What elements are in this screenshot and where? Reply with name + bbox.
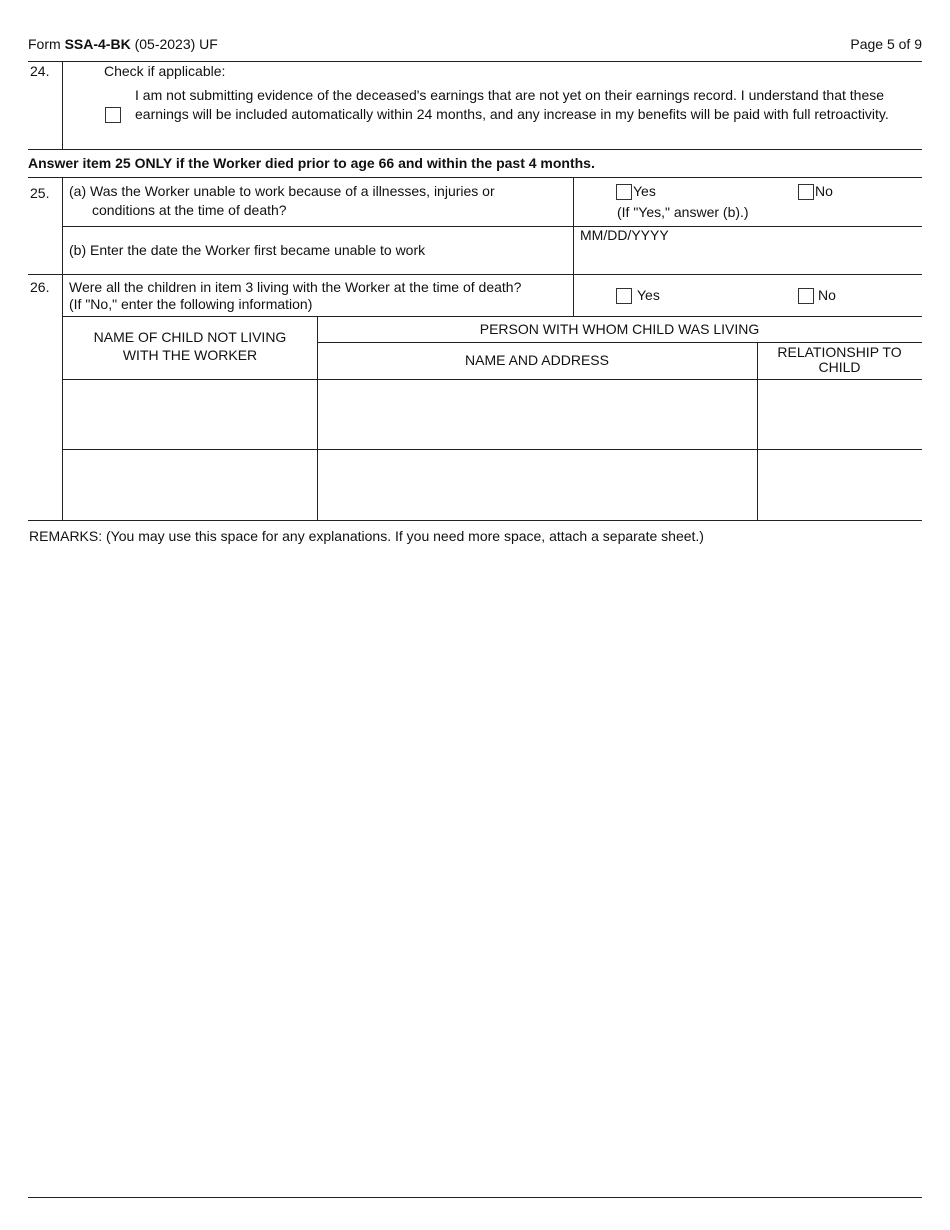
item-number-column-rule-26 — [62, 274, 63, 520]
form-prefix: Form — [28, 36, 61, 52]
divider-25a-25b — [62, 226, 922, 227]
item25b-date-format: MM/DD/YYYY — [580, 227, 669, 243]
item26-yes-label: Yes — [637, 287, 660, 303]
item25b-date-input[interactable] — [578, 246, 922, 272]
table-group-header-rule — [317, 342, 922, 343]
item25-instruction: Answer item 25 ONLY if the Worker died prior to age 66 and within the past 4 months. — [28, 155, 595, 171]
table-row1-bottom-rule — [62, 449, 922, 450]
table-header-name-address: NAME AND ADDRESS — [465, 352, 609, 368]
item25-number: 25. — [30, 185, 50, 201]
item24-title: Check if applicable: — [104, 63, 226, 79]
row1-relationship-input[interactable] — [761, 383, 923, 447]
row1-name-address-input[interactable] — [321, 383, 757, 447]
divider-after-24 — [28, 149, 922, 150]
item25a-no-checkbox[interactable] — [798, 184, 814, 200]
item25a-yes-label: Yes — [633, 183, 656, 199]
divider-after-note — [28, 177, 922, 178]
table-header-relationship: RELATIONSHIP TO CHILD — [777, 344, 902, 375]
divider-after-25 — [28, 274, 922, 275]
item26-yes-checkbox[interactable] — [616, 288, 632, 304]
table-row2-bottom-rule — [28, 520, 922, 521]
item-number-column-rule — [62, 61, 63, 149]
row2-relationship-input[interactable] — [761, 453, 923, 518]
item26-question-cont: (If "No," enter the following information) — [69, 296, 313, 312]
item25-answer-column-rule — [573, 177, 574, 316]
table-header-bottom-rule — [62, 379, 922, 380]
item25b-label: (b) Enter the date the Worker first became unable to work — [69, 242, 426, 258]
item26-no-checkbox[interactable] — [798, 288, 814, 304]
item25a-no-label: No — [815, 183, 833, 199]
form-id: SSA-4-BK — [64, 36, 131, 52]
row2-child-name-input[interactable] — [66, 453, 317, 518]
item25a-label-cont: conditions at the time of death? — [92, 202, 287, 218]
form-identifier — [28, 35, 218, 53]
table-header-person-group: PERSON WITH WHOM CHILD WAS LIVING — [479, 321, 760, 337]
remarks-label: REMARKS: (You may use this space for any explanations. If you need more space, attach a separate sheet.) — [29, 528, 704, 544]
item26-question: Were all the children in item 3 living with the Worker at the time of death? — [69, 279, 522, 295]
table-col1-rule — [317, 316, 318, 520]
row2-name-address-input[interactable] — [321, 453, 757, 518]
form-suffix: (05-2023) UF — [134, 36, 218, 52]
item26-number: 26. — [30, 279, 50, 295]
item24-text: I am not submitting evidence of the deceased's earnings that are not yet on their earnings record. I understand that these earnings will be included automatically within 24 months, and any increase in my benefits will be paid with full retroactivity. — [135, 87, 889, 122]
row1-child-name-input[interactable] — [66, 383, 317, 447]
page-number: Page 5 of 9 — [850, 36, 922, 52]
divider-table-top — [62, 316, 922, 317]
item24-checkbox[interactable] — [105, 107, 121, 123]
item24-number: 24. — [30, 63, 50, 79]
item25a-yes-checkbox[interactable] — [616, 184, 632, 200]
item26-no-label: No — [818, 287, 836, 303]
remarks-textarea[interactable] — [28, 550, 926, 1194]
item25a-label: (a) Was the Worker unable to work because of a illnesses, injuries or — [69, 183, 495, 199]
item25a-if-yes-note: (If "Yes," answer (b).) — [617, 204, 749, 220]
table-header-child-name: NAME OF CHILD NOT LIVING WITH THE WORKER — [93, 329, 287, 363]
page-bottom-rule — [28, 1197, 922, 1198]
